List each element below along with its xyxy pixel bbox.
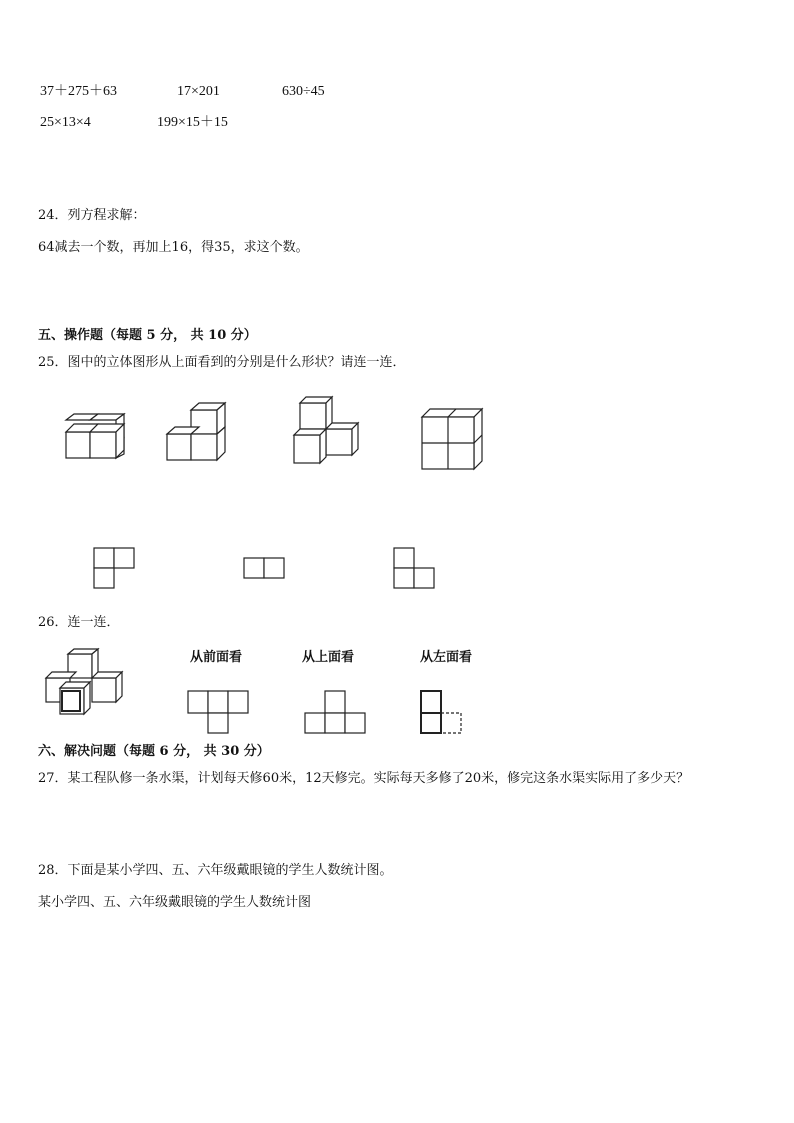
q25-solid-4 [418, 405, 488, 471]
q25-text: 25．图中的立体图形从上面看到的分别是什么形状？请连一连． [38, 355, 406, 370]
q24-title: 24．列方程求解： [38, 208, 146, 223]
section-6-heading: 六、解决问题（每题 6 分， 共 30 分） [38, 744, 270, 759]
q28-chart-caption: 某小学四、五、六年级戴眼镜的学生人数统计图 [38, 895, 312, 910]
q26-solid [42, 648, 137, 720]
q24-text: 64减去一个数，再加上16，得35，求这个数。 [38, 240, 309, 255]
q26-front-view [187, 690, 253, 736]
q26-text: 26．连一连． [38, 615, 120, 630]
view-label-front: 从前面看 [190, 650, 243, 665]
q27-text: 27．某工程队修一条水渠，计划每天修60米，12天修完。实际每天多修了20米，修完这条水渠实际用了多少天？ [38, 771, 690, 786]
q25-top-view-3 [393, 547, 437, 591]
q25-solid-3 [290, 395, 365, 467]
q25-solid-2 [163, 400, 233, 464]
calc-expr-2: 17×201 [177, 84, 220, 99]
view-label-top: 从上面看 [302, 650, 355, 665]
calc-expr-4: 25×13×4 [40, 115, 91, 130]
q25-solid-1 [60, 410, 130, 462]
view-label-left: 从左面看 [420, 650, 473, 665]
calc-expr-5: 199×15＋15 [157, 115, 228, 130]
q28-text: 28．下面是某小学四、五、六年级戴眼镜的学生人数统计图。 [38, 863, 393, 878]
calc-expr-3: 630÷45 [282, 84, 325, 99]
q26-left-view [420, 690, 466, 736]
calc-expr-1: 37＋275＋63 [40, 84, 117, 99]
q25-top-view-2 [243, 557, 287, 581]
q26-top-view [304, 690, 370, 736]
section-5-heading: 五、操作题（每题 5 分， 共 10 分） [38, 328, 257, 343]
q25-top-view-1 [93, 547, 137, 591]
